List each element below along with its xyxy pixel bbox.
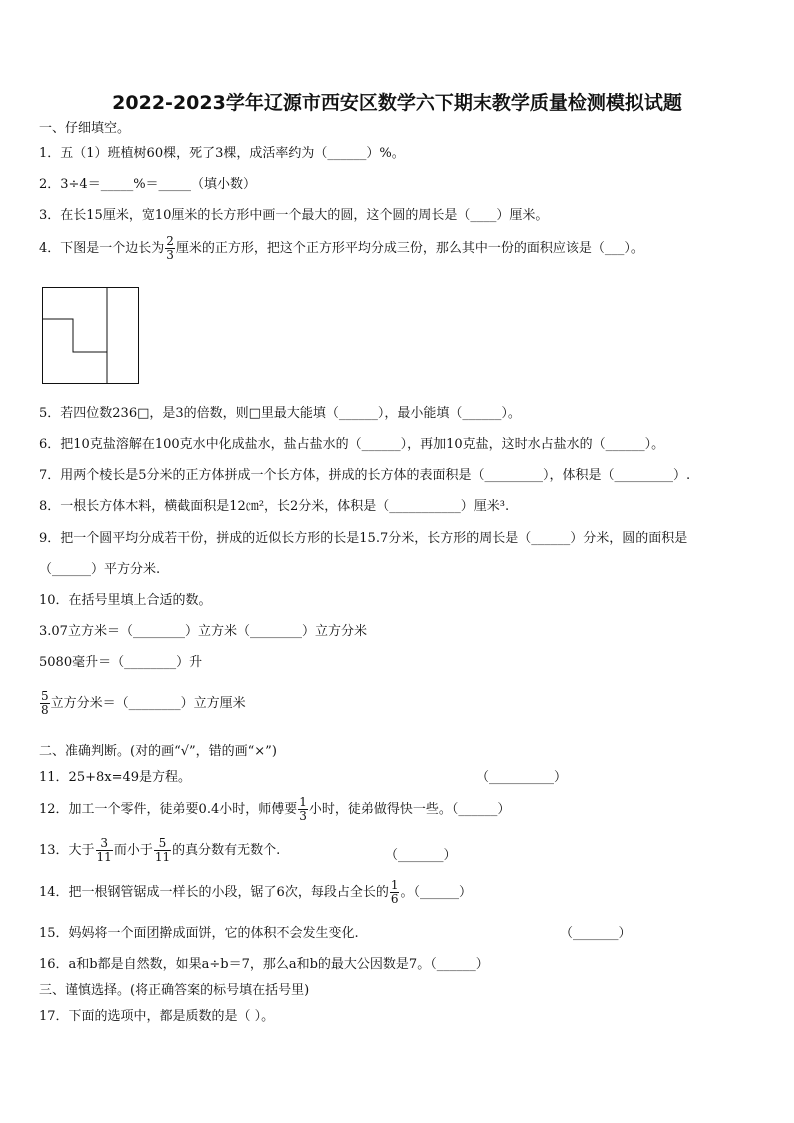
section-2-heading: 二、准确判断。(对的画“√”，错的画“×”) <box>39 744 277 759</box>
question-14-text-post: 。（______） <box>400 885 472 900</box>
fraction-numerator: 3 <box>96 837 113 851</box>
question-3: 3．在长15厘米，宽10厘米的长方形中画一个最大的圆，这个圆的周长是（____）厘米。 <box>39 208 549 223</box>
square-division-figure <box>42 287 139 384</box>
question-12 <box>39 796 510 823</box>
section-1-heading: 一、仔细填空。 <box>39 121 131 136</box>
fraction-two-thirds <box>165 235 175 262</box>
question-14-text-pre: 14．把一根钢管锯成一样长的小段，锯了6次，每段占全长的 <box>39 885 389 900</box>
fraction-three-elevenths <box>96 837 113 864</box>
question-10: 10．在括号里填上合适的数。 <box>39 593 212 608</box>
question-13-text-mid: 而小于 <box>113 843 153 858</box>
question-10-part-b: 5080毫升＝（________）升 <box>39 655 203 670</box>
question-11: 11．25+8x=49是方程。 <box>39 770 192 785</box>
question-10-part-c-text: 立方分米＝（________）立方厘米 <box>50 696 246 711</box>
fraction-denominator: 8 <box>41 703 49 717</box>
fraction-denominator: 11 <box>154 850 171 864</box>
question-12-text-pre: 12．加工一个零件，徒弟要0.4小时，师傅要 <box>39 802 298 817</box>
question-13-text-post: 的真分数有无数个. <box>172 843 281 858</box>
fraction-one-sixth <box>390 879 400 906</box>
step-divider <box>43 319 108 352</box>
question-17: 17．下面的选项中，都是质数的是（ ）。 <box>39 1009 275 1024</box>
fraction-numerator: 1 <box>299 795 307 809</box>
fraction-denominator: 3 <box>166 248 174 262</box>
question-8: 8．一根长方体木料，横截面积是12㎝²，长2分米，体积是（___________）厘米³. <box>39 499 510 514</box>
fraction-one-third <box>298 796 308 823</box>
question-1: 1．五（1）班植树60棵，死了3棵，成活率约为（______）%。 <box>39 146 405 161</box>
question-12-text-post: 小时，徒弟做得快一些。（______） <box>308 802 511 817</box>
question-16: 16．a和b都是自然数，如果a÷b＝7，那么a和b的最大公因数是7。（______） <box>39 957 489 972</box>
fraction-five-elevenths <box>154 837 171 864</box>
fraction-numerator: 5 <box>154 837 171 851</box>
fraction-five-eighths <box>40 690 50 717</box>
outer-square <box>43 288 139 384</box>
fraction-denominator: 6 <box>390 892 399 906</box>
section-3-heading: 三、谨慎选择。(将正确答案的标号填在括号里) <box>39 983 310 998</box>
question-9-line-2: （______）平方分米. <box>39 562 161 577</box>
question-4-text-pre: 4．下图是一个边长为 <box>39 241 165 256</box>
question-10-part-c <box>39 690 246 717</box>
question-14 <box>39 879 472 906</box>
question-2: 2．3÷4＝_____%＝_____（填小数） <box>39 177 257 192</box>
question-4-text-post: 厘米的正方形，把这个正方形平均分成三份，那么其中一份的面积应该是（___）。 <box>175 241 644 256</box>
question-13 <box>39 837 280 864</box>
question-11-answer-blank: （__________） <box>476 770 568 785</box>
question-9-line-1: 9．把一个圆平均分成若干份，拼成的近似长方形的长是15.7分米，长方形的周长是（______）分米，圆的面积是 <box>39 531 688 546</box>
question-10-part-a: 3.07立方米＝（________）立方米（________）立方分米 <box>39 624 367 639</box>
question-13-text-pre: 13．大于 <box>39 843 95 858</box>
fraction-numerator: 5 <box>41 689 49 703</box>
fraction-numerator: 2 <box>166 234 174 248</box>
fraction-denominator: 3 <box>299 809 307 823</box>
question-7: 7．用两个棱长是5分米的正方体拼成一个长方体，拼成的长方体的表面积是（_________），体积是（_________）. <box>39 468 691 483</box>
fraction-denominator: 11 <box>96 850 112 864</box>
question-5: 5．若四位数236□，是3的倍数，则□里最大能填（______），最小能填（______）。 <box>39 406 521 421</box>
fraction-numerator: 1 <box>390 878 399 892</box>
question-15: 15．妈妈将一个面团擀成面饼，它的体积不会发生变化. <box>39 926 359 941</box>
page-title: 2022-2023学年辽源市西安区数学六下期末教学质量检测模拟试题 <box>112 92 682 114</box>
question-13-answer-blank: （_______） <box>385 848 457 863</box>
question-6: 6．把10克盐溶解在100克水中化成盐水，盐占盐水的（______），再加10克盐，这时水占盐水的（______）。 <box>39 437 665 452</box>
question-15-answer-blank: （_______） <box>560 926 632 941</box>
question-4 <box>39 235 644 262</box>
